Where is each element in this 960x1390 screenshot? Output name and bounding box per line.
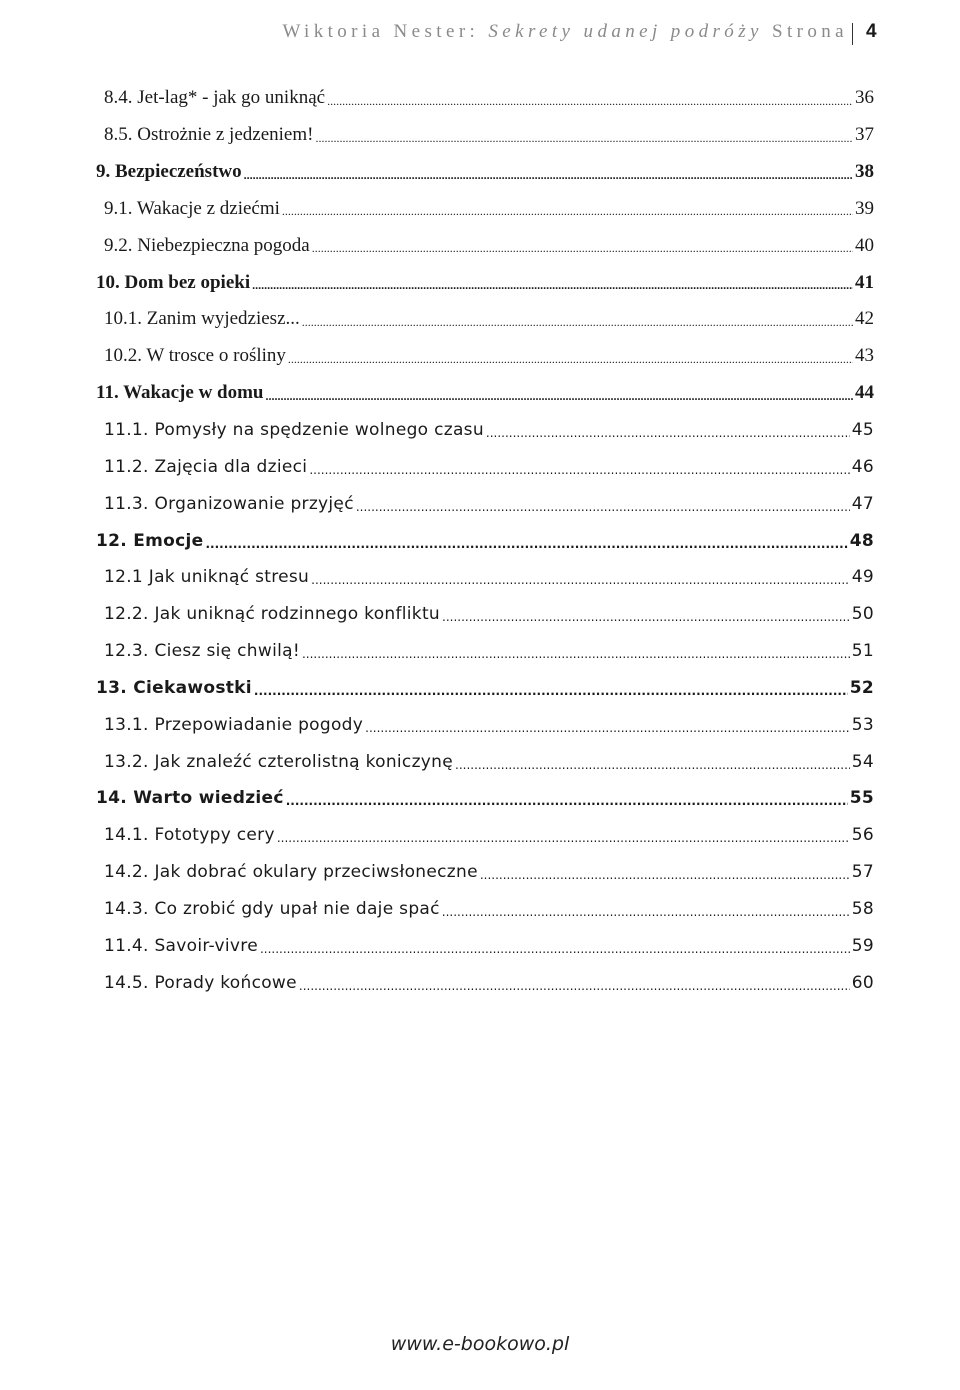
toc-entry-title: 11.4. Savoir-vivre xyxy=(104,935,258,956)
toc-entry-page: 50 xyxy=(851,604,874,625)
toc-entry-title: 14.1. Fototypy cery xyxy=(104,825,275,846)
table-of-contents xyxy=(0,80,960,1001)
footer-website-link[interactable]: www.e-bookowo.pl xyxy=(390,1333,570,1355)
dot-leader xyxy=(327,94,853,109)
toc-entry-page: 37 xyxy=(855,124,874,146)
toc-entry-title: 14.3. Co zrobić gdy upał nie daje spać xyxy=(104,898,440,919)
toc-entry-title: 12. Emocje xyxy=(96,530,204,551)
toc-entry-title: 9.2. Niebezpieczna pogoda xyxy=(104,234,310,256)
toc-entry[interactable] xyxy=(0,338,960,375)
toc-entry-page: 38 xyxy=(855,161,874,183)
toc-entry-page: 58 xyxy=(851,898,874,919)
toc-entry[interactable] xyxy=(0,485,960,522)
toc-entry-page: 43 xyxy=(855,345,874,367)
toc-entry[interactable] xyxy=(0,80,960,117)
dot-leader xyxy=(309,463,849,477)
book-title: Sekrety udanej podróży xyxy=(488,21,763,42)
toc-entry-page: 60 xyxy=(851,972,874,993)
toc-entry-page: 56 xyxy=(851,825,874,846)
dot-leader xyxy=(282,204,853,219)
toc-entry-title: 8.5. Ostrożnie z jedzeniem! xyxy=(104,124,314,146)
toc-entry-title: 11.2. Zajęcia dla dzieci xyxy=(104,456,308,477)
toc-entry-page: 40 xyxy=(855,234,874,256)
toc-entry-page: 53 xyxy=(851,714,874,735)
dot-leader xyxy=(480,868,850,882)
toc-entry-title: 13.1. Przepowiadanie pogody xyxy=(104,714,364,735)
toc-entry[interactable] xyxy=(0,412,960,449)
dot-leader xyxy=(442,610,850,624)
toc-entry-page: 39 xyxy=(855,197,874,219)
toc-entry-title: 12.2. Jak uniknąć rodzinnego konfliktu xyxy=(104,604,440,625)
toc-entry[interactable] xyxy=(0,670,960,707)
dot-leader xyxy=(302,315,853,330)
toc-entry[interactable] xyxy=(0,964,960,1001)
toc-entry-title: 11.1. Pomysły na spędzenie wolnego czasu xyxy=(104,420,484,441)
dot-leader xyxy=(205,537,847,551)
header-divider xyxy=(852,23,853,45)
toc-entry[interactable] xyxy=(0,301,960,338)
toc-entry-title: 10.2. W trosce o rośliny xyxy=(104,345,286,367)
running-title xyxy=(282,21,848,43)
toc-entry-title: 14. Warto wiedzieć xyxy=(96,788,284,809)
dot-leader xyxy=(244,168,853,183)
toc-entry-page: 48 xyxy=(849,530,874,551)
toc-entry-page: 41 xyxy=(855,271,874,293)
dot-leader xyxy=(455,758,850,772)
dot-leader xyxy=(486,426,850,440)
toc-entry-title: 14.5. Porady końcowe xyxy=(104,972,297,993)
toc-entry[interactable] xyxy=(0,891,960,928)
dot-leader xyxy=(266,389,853,404)
toc-entry-title: 13. Ciekawostki xyxy=(96,677,252,698)
toc-entry[interactable] xyxy=(0,927,960,964)
toc-entry[interactable] xyxy=(0,780,960,817)
toc-entry[interactable] xyxy=(0,191,960,228)
dot-leader xyxy=(311,573,850,587)
dot-leader xyxy=(252,278,853,293)
toc-entry-page: 52 xyxy=(849,677,874,698)
toc-entry-title: 9.1. Wakacje z dziećmi xyxy=(104,197,280,219)
toc-entry-title: 9. Bezpieczeństwo xyxy=(96,161,242,183)
toc-entry-page: 59 xyxy=(851,935,874,956)
page-label: Strona xyxy=(771,21,848,42)
toc-entry[interactable] xyxy=(0,522,960,559)
toc-entry-page: 44 xyxy=(855,382,874,404)
toc-entry-title: 10. Dom bez opieki xyxy=(96,271,251,293)
toc-entry-page: 57 xyxy=(851,862,874,883)
page-number: 4 xyxy=(866,21,877,42)
dot-leader xyxy=(365,721,850,735)
toc-entry-title: 12.1 Jak uniknąć stresu xyxy=(104,567,310,588)
dot-leader xyxy=(288,352,853,367)
toc-entry[interactable] xyxy=(0,854,960,891)
dot-leader xyxy=(277,831,850,845)
toc-entry[interactable] xyxy=(0,448,960,485)
toc-entry-page: 49 xyxy=(851,567,874,588)
toc-entry[interactable] xyxy=(0,743,960,780)
toc-entry-page: 47 xyxy=(851,493,874,514)
dot-leader xyxy=(254,684,848,698)
dot-leader xyxy=(312,241,853,256)
toc-entry[interactable] xyxy=(0,817,960,854)
page-header xyxy=(0,20,960,48)
toc-entry-title: 13.2. Jak znaleźć czterolistną koniczynę xyxy=(104,751,453,772)
dot-leader xyxy=(356,500,850,514)
toc-entry-title: 8.4. Jet-lag* - jak go uniknąć xyxy=(104,87,326,109)
toc-entry[interactable] xyxy=(0,375,960,412)
toc-entry[interactable] xyxy=(0,154,960,191)
toc-entry-page: 46 xyxy=(851,456,874,477)
toc-entry-page: 54 xyxy=(851,751,874,772)
toc-entry-page: 51 xyxy=(851,641,874,662)
dot-leader xyxy=(260,942,850,956)
dot-leader xyxy=(442,905,850,919)
toc-entry-page: 45 xyxy=(851,420,874,441)
toc-entry[interactable] xyxy=(0,117,960,154)
toc-entry[interactable] xyxy=(0,264,960,301)
toc-entry[interactable] xyxy=(0,633,960,670)
toc-entry[interactable] xyxy=(0,706,960,743)
dot-leader xyxy=(302,647,850,661)
toc-entry[interactable] xyxy=(0,227,960,264)
dot-leader xyxy=(299,979,850,993)
author-name: Wiktoria Nester: xyxy=(282,21,480,42)
toc-entry-title: 10.1. Zanim wyjedziesz... xyxy=(104,308,300,330)
toc-entry-page: 36 xyxy=(855,87,874,109)
toc-entry-title: 11.3. Organizowanie przyjęć xyxy=(104,493,354,514)
toc-entry-title: 11. Wakacje w domu xyxy=(96,382,264,404)
toc-entry-title: 12.3. Ciesz się chwilą! xyxy=(104,641,300,662)
dot-leader xyxy=(286,794,848,808)
toc-entry-page: 55 xyxy=(849,788,874,809)
toc-entry[interactable] xyxy=(0,596,960,633)
toc-entry-title: 14.2. Jak dobrać okulary przeciwsłoneczne xyxy=(104,862,478,883)
dot-leader xyxy=(315,131,853,146)
toc-entry-page: 42 xyxy=(855,308,874,330)
toc-entry[interactable] xyxy=(0,559,960,596)
